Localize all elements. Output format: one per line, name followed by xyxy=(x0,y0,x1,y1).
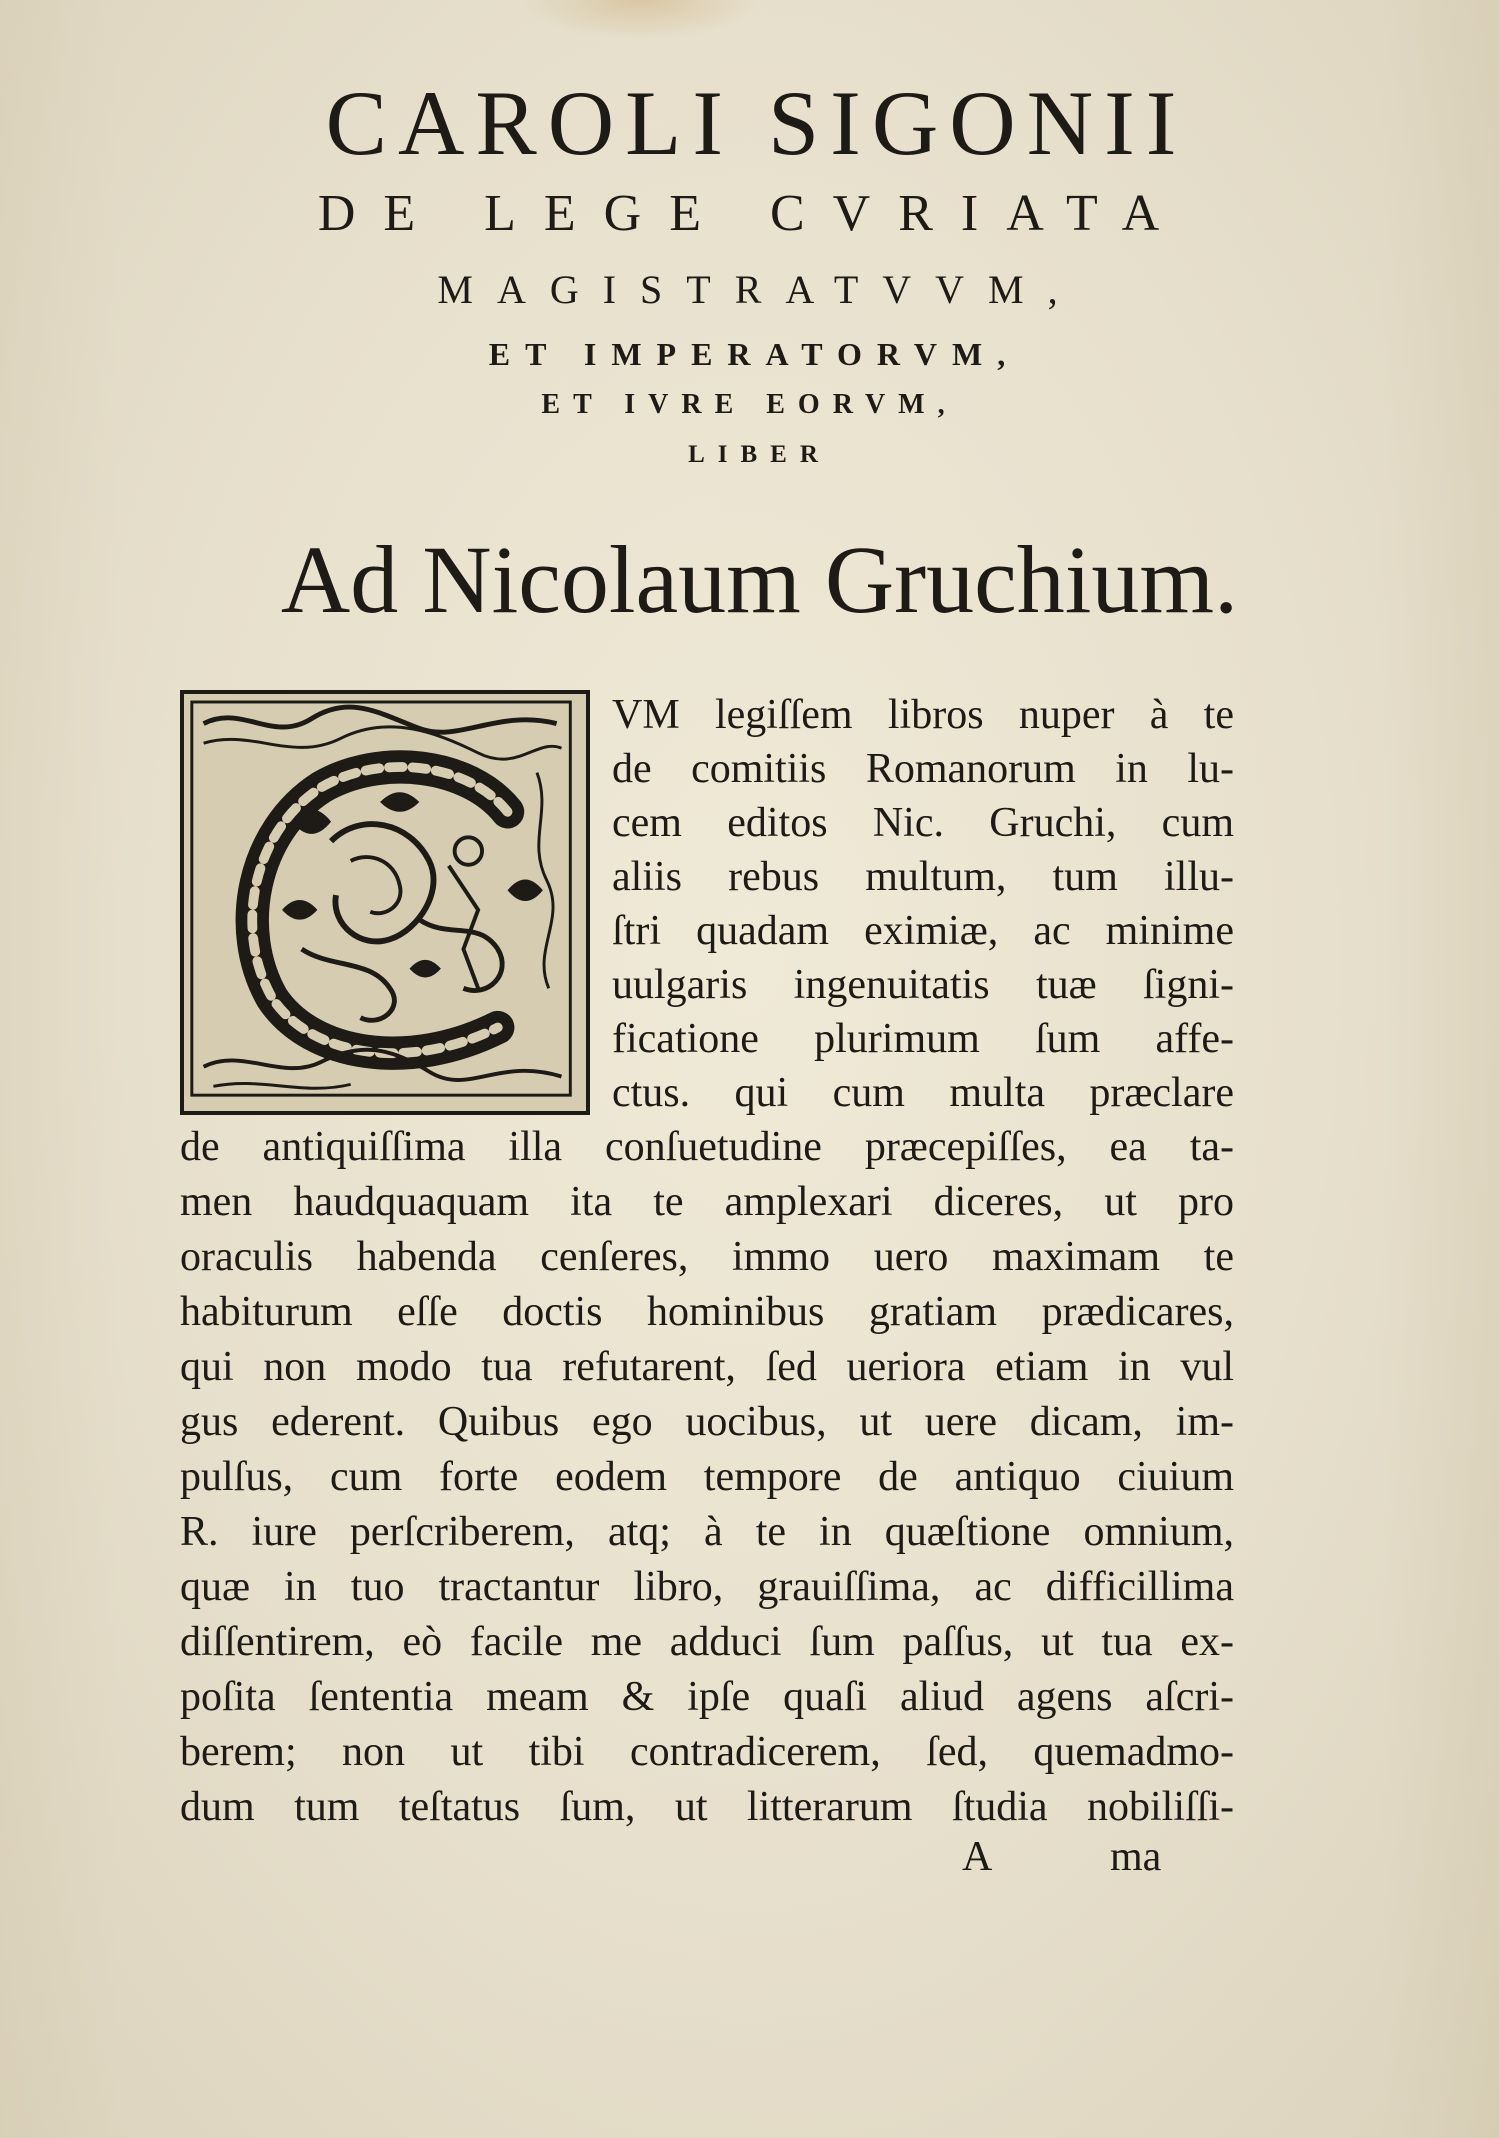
text-line: poſita ſententia meam & ipſe quaſi aliud agens aſcri- xyxy=(180,1674,1234,1720)
text-line: men haudquaquam ita te amplexari diceres, ut pro xyxy=(180,1179,1234,1225)
text-line: pulſus, cum forte eodem tempore de antiquo ciuium xyxy=(180,1454,1234,1500)
title-author: CAROLI SIGONII xyxy=(325,72,1188,174)
text-line: oraculis habenda cenſeres, immo uero maximam te xyxy=(180,1234,1234,1280)
text-line: ficatione plurimum ſum affe- xyxy=(612,1016,1234,1062)
title-line-imperatorum: ET IMPERATORVM, xyxy=(488,336,1021,372)
text-line: habiturum eſſe doctis hominibus gratiam prædicares, xyxy=(180,1289,1234,1335)
text-line: VM legiſſem libros nuper à te xyxy=(612,692,1234,738)
text-line: de antiquiſſima illa conſuetudine præcepiſſes, ea ta- xyxy=(180,1124,1234,1170)
signature-mark: A xyxy=(962,1834,993,1880)
text-line: diſſentirem, eò facile me adduci ſum paſſus, ut tua ex- xyxy=(180,1619,1234,1665)
text-line: ſtri quadam eximiæ, ac minime xyxy=(612,908,1234,954)
title-subject: DE LEGE CVRIATA xyxy=(317,185,1188,242)
text-line: R. iure perſcriberem, atq; à te in quæſtione omnium, xyxy=(180,1509,1234,1555)
text-line: qui non modo tua refutarent, ſed ueriora etiam in vul xyxy=(180,1344,1234,1390)
text-line: ctus. qui cum multa præclare xyxy=(612,1070,1234,1116)
text-line: uulgaris ingenuitatis tuæ ſigni- xyxy=(612,962,1234,1008)
text-line: dum tum teſtatus ſum, ut litterarum ſtudia nobiliſſi- xyxy=(180,1784,1234,1830)
text-line: gus ederent. Quibus ego uocibus, ut uere dicam, im- xyxy=(180,1399,1234,1445)
text-line: de comitiis Romanorum in lu- xyxy=(612,746,1234,792)
title-line-liber: LIBER xyxy=(688,441,831,468)
text-line: cem editos Nic. Gruchi, cum xyxy=(612,800,1234,846)
dedication-heading: Ad Nicolaum Gruchium. xyxy=(280,526,1239,633)
text-line: aliis rebus multum, tum illu- xyxy=(612,854,1234,900)
title-line-magistratuum: MAGISTRATVVM, xyxy=(437,267,1082,312)
text-line: quæ in tuo tractantur libro, grauiſſima, ac difficillima xyxy=(180,1564,1234,1610)
text-line: berem; non ut tibi contradicerem, ſed, quemadmo- xyxy=(180,1729,1234,1775)
title-line-iure-eorum: ET IVRE EORVM, xyxy=(541,389,958,420)
catchword: ma xyxy=(1110,1834,1162,1880)
